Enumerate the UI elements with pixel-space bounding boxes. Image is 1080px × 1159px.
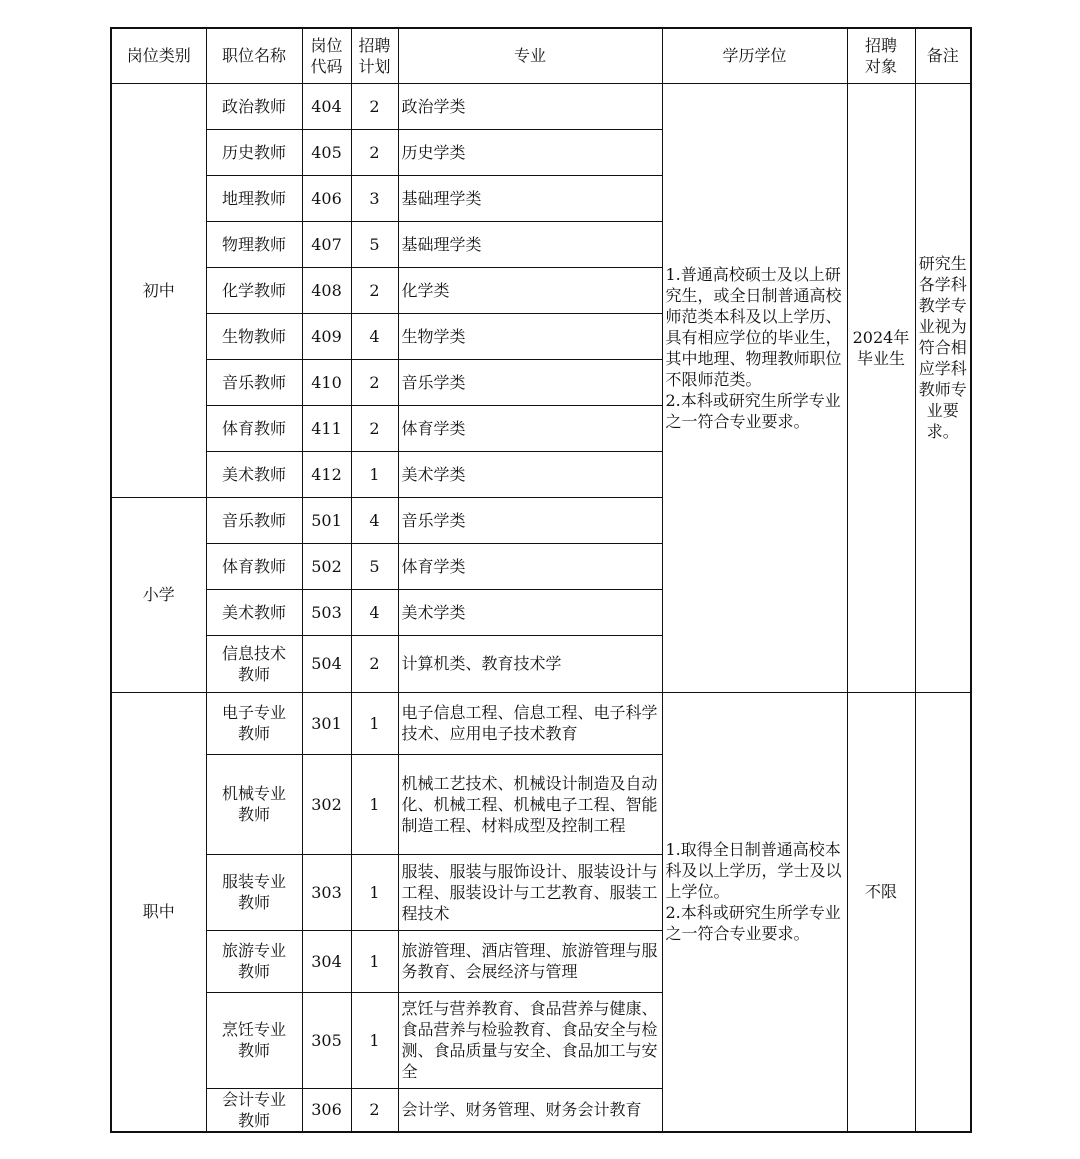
code-cell: 504 <box>302 635 351 692</box>
plan-cell: 2 <box>351 267 398 313</box>
major-cell: 基础理学类 <box>398 175 662 221</box>
header-plan: 招聘计划 <box>351 28 398 83</box>
header-row <box>111 28 971 83</box>
position-cell: 物理教师 <box>206 221 302 267</box>
header-category: 岗位类别 <box>111 28 206 83</box>
header-code: 岗位代码 <box>302 28 351 83</box>
plan-cell: 2 <box>351 129 398 175</box>
major-cell: 会计学、财务管理、财务会计教育 <box>398 1088 662 1132</box>
position-cell: 体育教师 <box>206 405 302 451</box>
major-cell: 机械工艺技术、机械设计制造及自动化、机械工程、机械电子工程、智能制造工程、材料成型及控制工程 <box>398 754 662 854</box>
code-cell: 408 <box>302 267 351 313</box>
major-cell: 历史学类 <box>398 129 662 175</box>
plan-cell: 4 <box>351 497 398 543</box>
position-cell: 音乐教师 <box>206 497 302 543</box>
code-cell: 301 <box>302 692 351 754</box>
position-cell: 体育教师 <box>206 543 302 589</box>
position-cell: 美术教师 <box>206 451 302 497</box>
header-remark: 备注 <box>915 28 971 83</box>
code-cell: 412 <box>302 451 351 497</box>
position-cell: 电子专业教师 <box>206 692 302 754</box>
position-cell: 烹饪专业教师 <box>206 992 302 1088</box>
remark-cell: 研究生各学科教学专业视为符合相应学科教师专业要求。 <box>915 83 971 692</box>
table-row <box>111 692 971 754</box>
major-cell: 政治学类 <box>398 83 662 129</box>
plan-cell: 2 <box>351 83 398 129</box>
major-cell: 音乐学类 <box>398 359 662 405</box>
code-cell: 303 <box>302 854 351 930</box>
code-cell: 409 <box>302 313 351 359</box>
position-cell: 音乐教师 <box>206 359 302 405</box>
code-cell: 304 <box>302 930 351 992</box>
recruitment-table <box>110 27 972 1133</box>
education-group2: 1.取得全日制普通高校本科及以上学历，学士及以上学位。 2.本科或研究生所学专业之一符合专业要求。 <box>662 692 847 1132</box>
plan-cell: 5 <box>351 221 398 267</box>
position-cell: 地理教师 <box>206 175 302 221</box>
code-cell: 306 <box>302 1088 351 1132</box>
plan-cell: 2 <box>351 635 398 692</box>
major-cell: 体育学类 <box>398 543 662 589</box>
plan-cell: 1 <box>351 754 398 854</box>
position-cell: 信息技术教师 <box>206 635 302 692</box>
plan-cell: 4 <box>351 313 398 359</box>
table-row <box>111 83 971 129</box>
target-group1: 2024年毕业生 <box>847 83 915 692</box>
code-cell: 411 <box>302 405 351 451</box>
position-cell: 美术教师 <box>206 589 302 635</box>
code-cell: 503 <box>302 589 351 635</box>
major-cell: 基础理学类 <box>398 221 662 267</box>
major-cell: 化学类 <box>398 267 662 313</box>
position-cell: 服装专业教师 <box>206 854 302 930</box>
major-cell: 美术学类 <box>398 451 662 497</box>
position-cell: 生物教师 <box>206 313 302 359</box>
category-vocational: 职中 <box>111 692 206 1132</box>
code-cell: 501 <box>302 497 351 543</box>
code-cell: 502 <box>302 543 351 589</box>
major-cell: 烹饪与营养教育、食品营养与健康、食品营养与检验教育、食品安全与检测、食品质量与安全、食品加工与安全 <box>398 992 662 1088</box>
position-cell: 机械专业教师 <box>206 754 302 854</box>
position-cell: 旅游专业教师 <box>206 930 302 992</box>
plan-cell: 1 <box>351 854 398 930</box>
header-major: 专业 <box>398 28 662 83</box>
category-junior: 初中 <box>111 83 206 497</box>
major-cell: 计算机类、教育技术学 <box>398 635 662 692</box>
code-cell: 305 <box>302 992 351 1088</box>
major-cell: 美术学类 <box>398 589 662 635</box>
category-primary: 小学 <box>111 497 206 692</box>
major-cell: 电子信息工程、信息工程、电子科学技术、应用电子技术教育 <box>398 692 662 754</box>
plan-cell: 2 <box>351 1088 398 1132</box>
code-cell: 407 <box>302 221 351 267</box>
plan-cell: 2 <box>351 359 398 405</box>
code-cell: 405 <box>302 129 351 175</box>
code-cell: 302 <box>302 754 351 854</box>
code-cell: 406 <box>302 175 351 221</box>
code-cell: 404 <box>302 83 351 129</box>
position-cell: 化学教师 <box>206 267 302 313</box>
plan-cell: 1 <box>351 992 398 1088</box>
remark-empty-cell <box>915 692 971 1132</box>
position-cell: 政治教师 <box>206 83 302 129</box>
plan-cell: 5 <box>351 543 398 589</box>
major-cell: 音乐学类 <box>398 497 662 543</box>
plan-cell: 1 <box>351 692 398 754</box>
plan-cell: 4 <box>351 589 398 635</box>
header-position: 职位名称 <box>206 28 302 83</box>
target-group2: 不限 <box>847 692 915 1132</box>
major-cell: 生物学类 <box>398 313 662 359</box>
header-education: 学历学位 <box>662 28 847 83</box>
position-cell: 历史教师 <box>206 129 302 175</box>
major-cell: 旅游管理、酒店管理、旅游管理与服务教育、会展经济与管理 <box>398 930 662 992</box>
major-cell: 体育学类 <box>398 405 662 451</box>
header-target: 招聘对象 <box>847 28 915 83</box>
plan-cell: 3 <box>351 175 398 221</box>
code-cell: 410 <box>302 359 351 405</box>
plan-cell: 1 <box>351 451 398 497</box>
major-cell: 服装、服装与服饰设计、服装设计与工程、服装设计与工艺教育、服装工程技术 <box>398 854 662 930</box>
position-cell: 会计专业教师 <box>206 1088 302 1132</box>
plan-cell: 1 <box>351 930 398 992</box>
plan-cell: 2 <box>351 405 398 451</box>
education-group1: 1.普通高校硕士及以上研究生，或全日制普通高校师范类本科及以上学历、具有相应学位的毕业生，其中地理、物理教师职位不限师范类。 2.本科或研究生所学专业之一符合专业要求。 <box>662 83 847 692</box>
